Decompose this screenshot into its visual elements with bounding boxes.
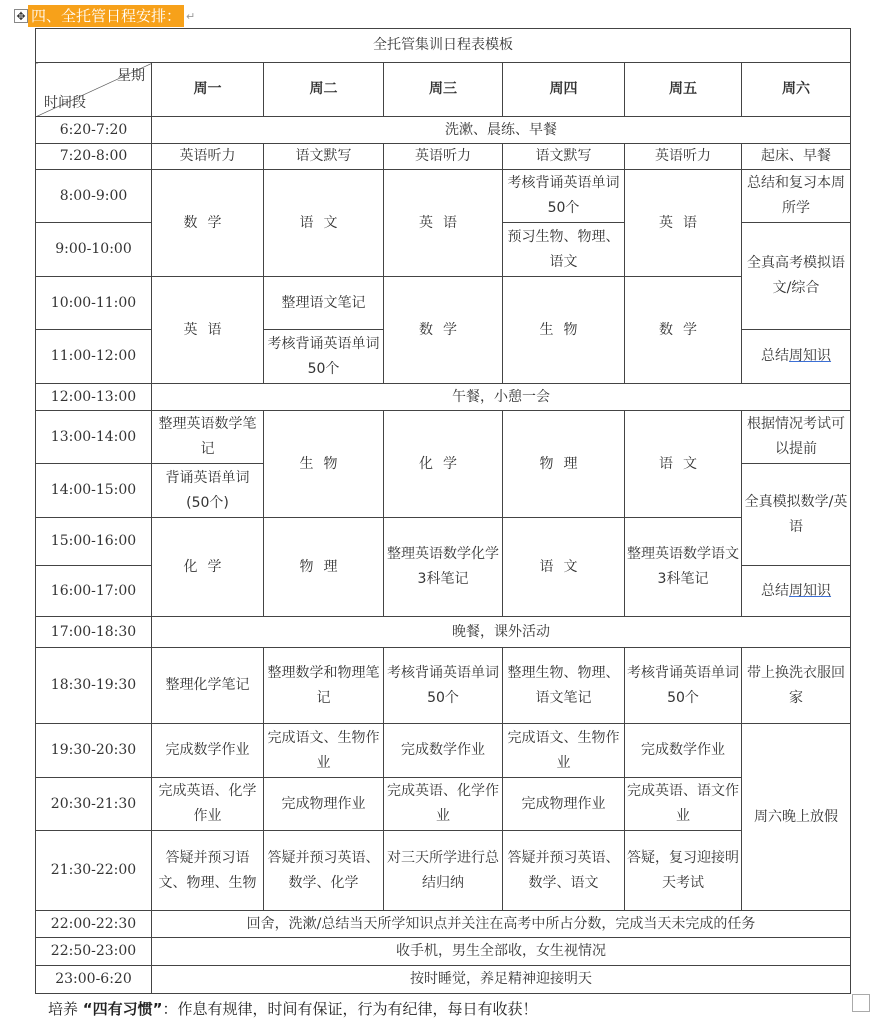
corner-day-label: 星期 [117, 68, 145, 84]
cell-fri: 完成英语、语文作业 [625, 778, 742, 831]
cell-tue: 整理语文笔记 [264, 277, 384, 330]
cell-thu: 完成物理作业 [503, 778, 625, 831]
cell-tue: 生物 [264, 411, 384, 518]
footer-quote: “四有习惯” [82, 1000, 163, 1018]
all-days-activity: 洗漱、晨练、早餐 [152, 117, 851, 144]
all-days-activity: 按时睡觉，养足精神迎接明天 [152, 966, 851, 994]
cell-wed: 英语听力 [384, 144, 503, 170]
table-row [36, 831, 851, 911]
cell-sat [742, 566, 851, 617]
cell-tue: 物理 [264, 518, 384, 617]
cell-tue: 答疑并预习英语、数学、化学 [264, 831, 384, 911]
cell-sat: 根据情况考试可以提前 [742, 411, 851, 464]
table-row [36, 617, 851, 648]
cell-thu: 物理 [503, 411, 625, 518]
cell-sat [742, 330, 851, 384]
footer-note [48, 998, 538, 1019]
cell-mon: 数学 [152, 170, 264, 277]
table-row [36, 411, 851, 464]
cell-sat: 起床、早餐 [742, 144, 851, 170]
time-cell: 8:00-9:00 [36, 170, 152, 223]
cell-wed: 对三天所学进行总结归纳 [384, 831, 503, 911]
cell-fri: 考核背诵英语单词50个 [625, 648, 742, 724]
cell-thu: 生物 [503, 277, 625, 384]
all-days-activity: 午餐，小憩一会 [152, 384, 851, 411]
table-row [36, 144, 851, 170]
all-days-activity: 收手机，男生全部收，女生视情况 [152, 938, 851, 966]
table-row [36, 938, 851, 966]
cell-wed: 化学 [384, 411, 503, 518]
cell-mon: 完成数学作业 [152, 724, 264, 778]
time-cell: 10:00-11:00 [36, 277, 152, 330]
time-cell: 23:00-6:20 [36, 966, 152, 994]
corner-header-cell [36, 63, 152, 117]
day-header-fri: 周五 [625, 63, 742, 117]
time-cell: 13:00-14:00 [36, 411, 152, 464]
cell-fri: 语文 [625, 411, 742, 518]
cell-sat: 总结和复习本周所学 [742, 170, 851, 223]
cell-thu: 答疑并预习英语、数学、语文 [503, 831, 625, 911]
cell-mon: 答疑并预习语文、物理、生物 [152, 831, 264, 911]
time-cell: 6:20-7:20 [36, 117, 152, 144]
section-heading-row [14, 5, 195, 27]
time-cell: 15:00-16:00 [36, 518, 152, 566]
cell-sat-prefix: 总结 [761, 582, 790, 599]
time-cell: 16:00-17:00 [36, 566, 152, 617]
spellcheck-underlined-text: 周知识 [789, 582, 832, 599]
time-cell: 14:00-15:00 [36, 464, 152, 518]
spellcheck-underlined-text: 周知识 [789, 348, 832, 364]
cell-sat: 全真高考模拟语文/综合 [742, 223, 851, 330]
footer-text: ：作息有规律，时间有保证，行为有纪律，每日有收获！ [162, 1000, 538, 1018]
table-row [36, 966, 851, 994]
table-title: 全托管集训日程表模板 [36, 29, 851, 63]
table-row [36, 277, 851, 330]
time-cell: 18:30-19:30 [36, 648, 152, 724]
cell-mon: 完成英语、化学作业 [152, 778, 264, 831]
all-days-activity: 晚餐，课外活动 [152, 617, 851, 648]
cell-tue: 语文默写 [264, 144, 384, 170]
day-header-sat: 周六 [742, 63, 851, 117]
paragraph-mark-icon: ↵ [186, 9, 196, 23]
cell-fri: 数学 [625, 277, 742, 384]
schedule-table [35, 28, 851, 994]
cell-wed: 整理英语数学化学3科笔记 [384, 518, 503, 617]
cell-mon: 整理英语数学笔记 [152, 411, 264, 464]
all-days-activity: 回舍，洗漱/总结当天所学知识点并关注在高考中所占分数，完成当天未完成的任务 [152, 911, 851, 938]
cell-thu: 考核背诵英语单词50个 [503, 170, 625, 223]
cell-thu: 语文默写 [503, 144, 625, 170]
cell-fri: 英语听力 [625, 144, 742, 170]
cell-tue: 完成语文、生物作业 [264, 724, 384, 778]
table-row [36, 778, 851, 831]
time-cell: 22:50-23:00 [36, 938, 152, 966]
time-cell: 7:20-8:00 [36, 144, 152, 170]
cell-sat: 全真模拟数学/英语 [742, 464, 851, 566]
table-row [36, 724, 851, 778]
corner-time-label: 时间段 [44, 95, 86, 111]
cell-mon: 背诵英语单词(50个) [152, 464, 264, 518]
cell-fri: 英语 [625, 170, 742, 277]
cell-thu: 预习生物、物理、语文 [503, 223, 625, 277]
table-row [36, 911, 851, 938]
cell-wed: 完成数学作业 [384, 724, 503, 778]
cell-tue: 考核背诵英语单词50个 [264, 330, 384, 384]
table-row [36, 170, 851, 223]
table-row [36, 117, 851, 144]
day-header-thu: 周四 [503, 63, 625, 117]
cell-sat-prefix: 总结 [761, 348, 790, 364]
table-row [36, 648, 851, 724]
table-move-handle-icon[interactable]: ✥ [14, 9, 28, 23]
cell-wed: 考核背诵英语单词50个 [384, 648, 503, 724]
cell-wed: 数学 [384, 277, 503, 384]
day-header-tue: 周二 [264, 63, 384, 117]
cell-tue: 语文 [264, 170, 384, 277]
table-row [36, 384, 851, 411]
cell-sat: 周六晚上放假 [742, 724, 851, 911]
time-cell: 22:00-22:30 [36, 911, 152, 938]
cell-thu: 整理生物、物理、语文笔记 [503, 648, 625, 724]
time-cell: 17:00-18:30 [36, 617, 152, 648]
time-cell: 11:00-12:00 [36, 330, 152, 384]
time-cell: 20:30-21:30 [36, 778, 152, 831]
cell-wed: 英语 [384, 170, 503, 277]
cell-thu: 完成语文、生物作业 [503, 724, 625, 778]
cell-mon: 整理化学笔记 [152, 648, 264, 724]
cell-tue: 完成物理作业 [264, 778, 384, 831]
day-header-wed: 周三 [384, 63, 503, 117]
cell-fri: 整理英语数学语文3科笔记 [625, 518, 742, 617]
cell-mon: 化学 [152, 518, 264, 617]
cell-sat: 带上换洗衣服回家 [742, 648, 851, 724]
day-header-mon: 周一 [152, 63, 264, 117]
cell-fri: 完成数学作业 [625, 724, 742, 778]
time-cell: 12:00-13:00 [36, 384, 152, 411]
time-cell: 9:00-10:00 [36, 223, 152, 277]
table-resize-handle[interactable] [852, 994, 870, 1012]
table-row [36, 518, 851, 566]
cell-thu: 语文 [503, 518, 625, 617]
footer-label: 培养 [48, 1000, 79, 1018]
cell-mon: 英语 [152, 277, 264, 384]
section-heading: 四、全托管日程安排： [28, 5, 184, 27]
time-cell: 21:30-22:00 [36, 831, 152, 911]
cell-wed: 完成英语、化学作业 [384, 778, 503, 831]
time-cell: 19:30-20:30 [36, 724, 152, 778]
cell-mon: 英语听力 [152, 144, 264, 170]
cell-tue: 整理数学和物理笔记 [264, 648, 384, 724]
cell-fri: 答疑，复习迎接明天考试 [625, 831, 742, 911]
